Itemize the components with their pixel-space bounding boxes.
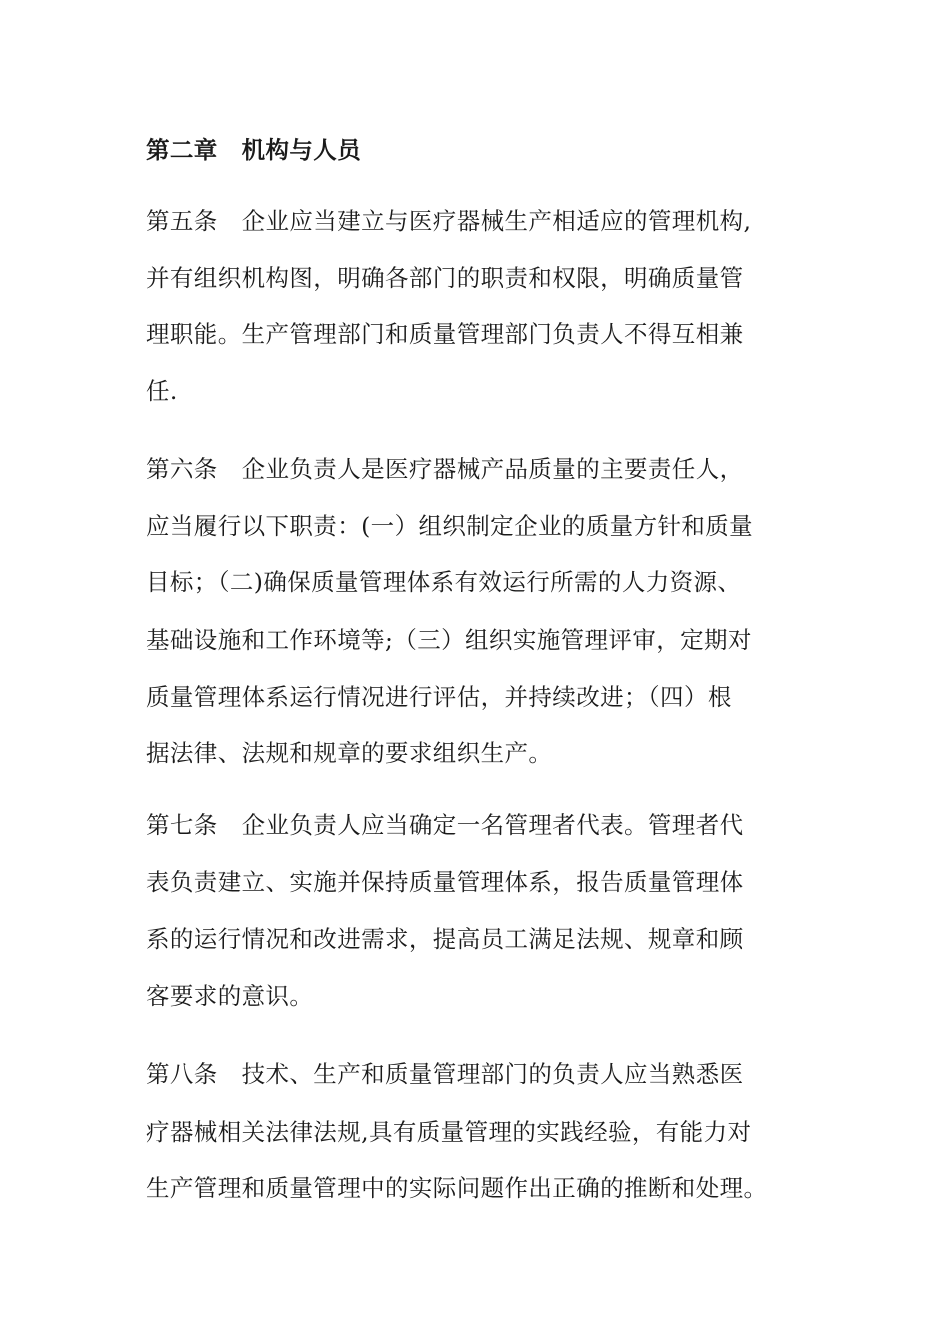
- article-line: 第五条 企业应当建立与医疗器械生产相适应的管理机构,: [146, 207, 752, 235]
- article-line: 基础设施和工作环境等;（三）组织实施管理评审，定期对: [146, 626, 752, 654]
- article-line: 据法律、法规和规章的要求组织生产。: [146, 739, 553, 767]
- article-line: 第七条 企业负责人应当确定一名管理者代表。管理者代: [146, 811, 744, 839]
- article-line: 第八条 技术、生产和质量管理部门的负责人应当熟悉医: [146, 1060, 744, 1088]
- article-line: 表负责建立、实施并保持质量管理体系，报告质量管理体: [146, 868, 744, 896]
- article-line: 任.: [146, 377, 178, 405]
- chapter-title: 第二章 机构与人员: [146, 136, 362, 164]
- article-line: 质量管理体系运行情况进行评估，并持续改进；（四）根: [146, 683, 732, 711]
- article-line: 理职能。生产管理部门和质量管理部门负责人不得互相兼: [146, 320, 744, 348]
- article-line: 系的运行情况和改进需求，提高员工满足法规、规章和顾: [146, 925, 744, 953]
- article-line: 第六条 企业负责人是医疗器械产品质量的主要责任人，: [146, 455, 744, 483]
- article-line: 客要求的意识。: [146, 982, 314, 1010]
- article-line: 目标；（二)确保质量管理体系有效运行所需的人力资源、: [146, 568, 742, 596]
- article-line: 生产管理和质量管理中的实际问题作出正确的推断和处理。: [146, 1174, 768, 1202]
- article-line: 应当履行以下职责：(一）组织制定企业的质量方针和质量: [146, 512, 754, 540]
- article-line: 并有组织机构图，明确各部门的职责和权限，明确质量管: [146, 264, 744, 292]
- article-line: 疗器械相关法律法规,具有质量管理的实践经验，有能力对: [146, 1118, 752, 1146]
